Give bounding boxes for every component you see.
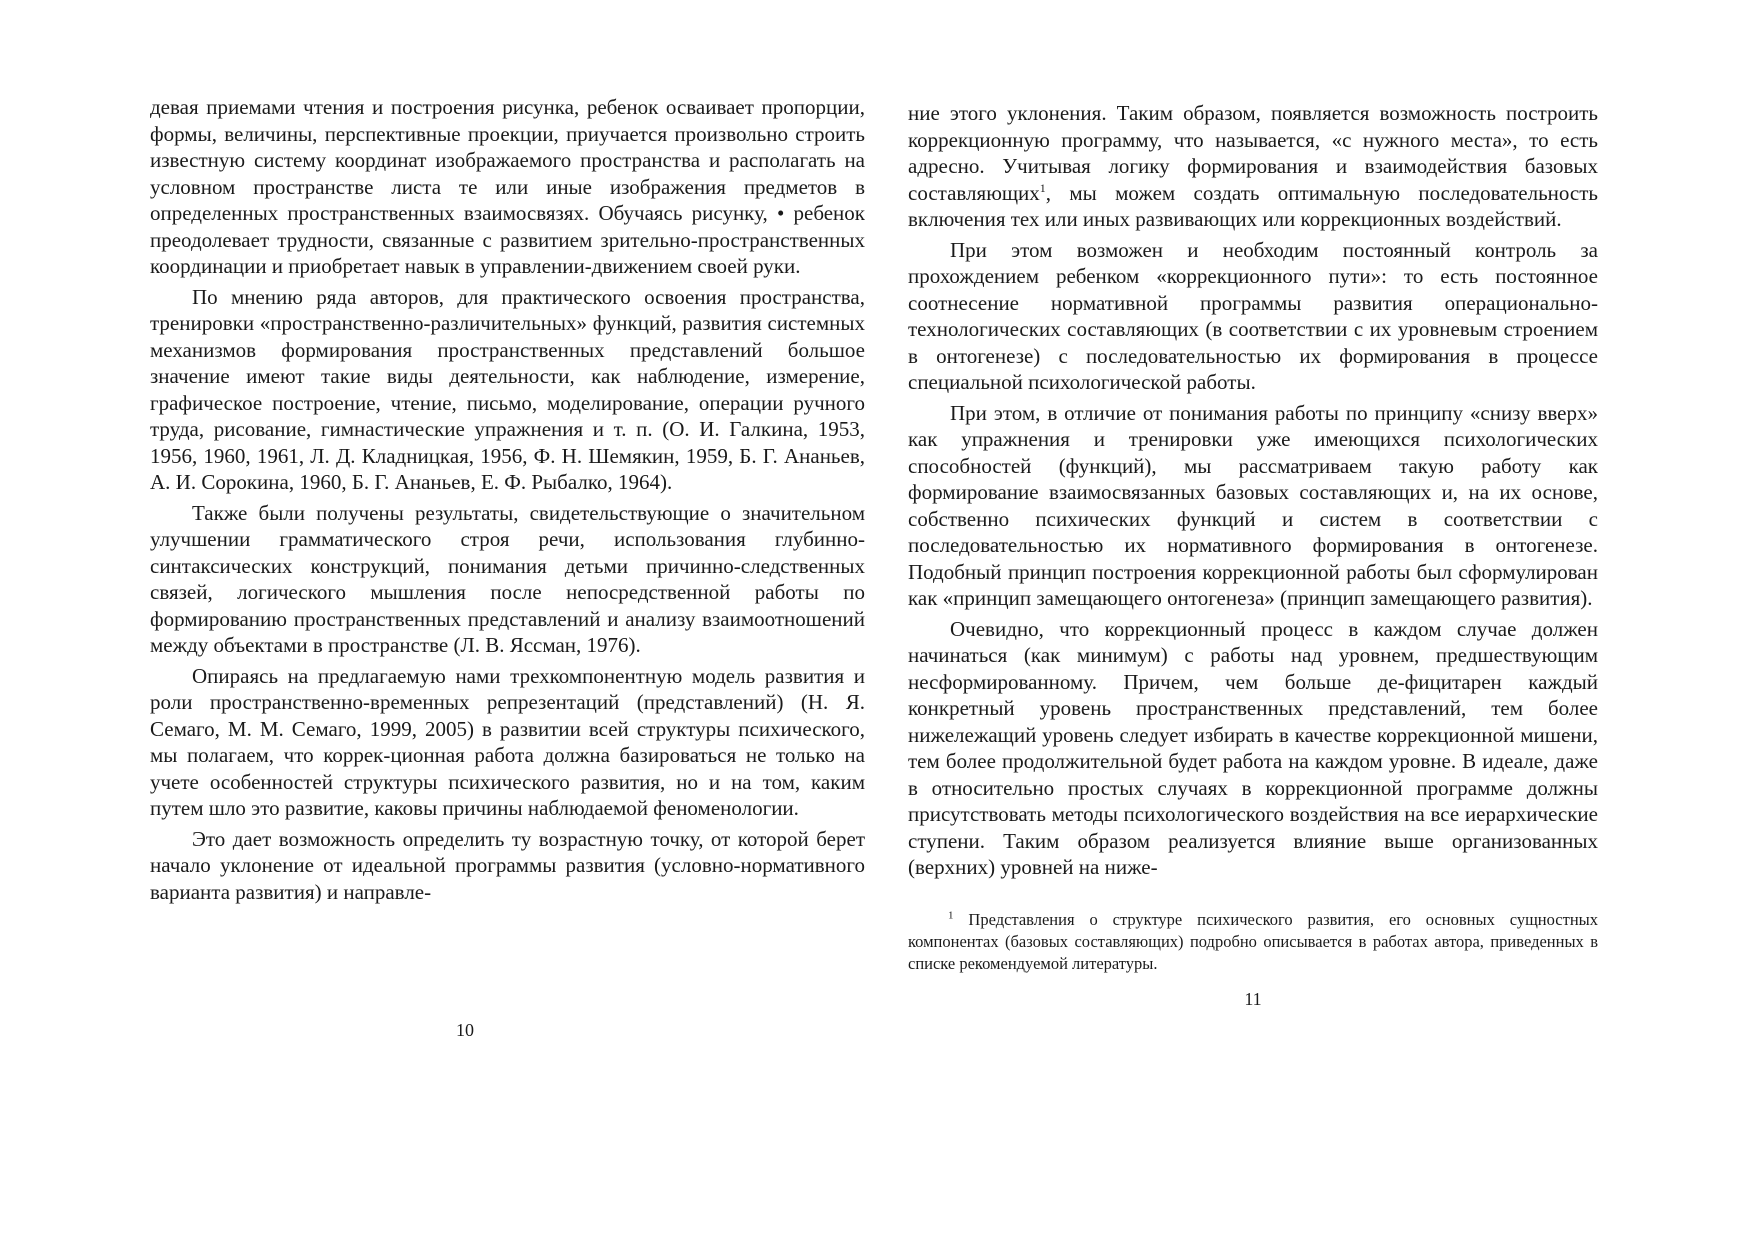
left-paragraph-3: Также были получены результаты, свидетельствующие о значительном улучшении грамматического строя речи, использования глубинно-синтаксических конструкций, понимания детьми причинно-следственных связей, логического мышления после непосредственной работы по формированию пространственных представлений и анализу взаимоотношений между объектами в пространстве (Л. В. Яссман, 1976). <box>150 500 865 657</box>
right-page <box>908 100 1598 1010</box>
footnote-reference: 1 <box>1039 180 1046 195</box>
left-paragraph-5: Это дает возможность определить ту возрастную точку, от которой берет начало уклонение от идеальной программы развития (условно-нормативного варианта развития) и направле- <box>150 826 865 904</box>
right-paragraph-1-end: , мы можем создать оптимальную последовательность включения тех или иных развивающих или коррекционных воздействий. <box>908 180 1598 231</box>
left-paragraph-2: По мнению ряда авторов, для практического освоения пространства, тренировки «пространственно-различительных» функций, развития системных механизмов формирования пространственных представлений большое значение имеют такие виды деятельности, как наблюдение, измерение, графическое построение, чтение, письмо, моделирование, операции ручного труда, рисование, гимнастические упражнения и т. п. (О. И. Галкина, 1953, 1956, 1960, 1961, Л. Д. Кладницкая, 1956, Ф. Н. Шемякин, 1959, Б. Г. Ананьев, А. И. Сорокина, 1960, Б. Г. Ананьев, Е. Ф. Рыбалко, 1964). <box>150 284 865 494</box>
right-paragraph-1 <box>908 100 1598 233</box>
left-page <box>150 94 865 1040</box>
left-page-number: 10 <box>456 1020 474 1040</box>
left-paragraph-4: Опираясь на предлагаемую нами трехкомпонентную модель развития и роли пространственно-временных репрезентаций (представлений) (Н. Я. Семаго, М. М. Семаго, 1999, 2005) в развитии всей структуры психического, мы полагаем, что коррек-ционная работа должна базироваться не только на учете особенностей структуры психического развития, но и на том, каким путем шло это развитие, каковы причины наблюдаемой феноменологии. <box>150 663 865 820</box>
right-paragraph-1-start: ние этого уклонения. Таким образом, появляется возможность построить коррекционную программу, что называется, «с нужного места», то есть адресно. Учитывая логику формирования и взаимодействия базовых составляющих <box>908 101 1598 205</box>
right-paragraph-2: При этом возможен и необходим постоянный контроль за прохождением ребенком «коррекционного пути»: то есть постоянное соотнесение нормативной программы развития операционально-технологических составляющих (в соответствии с их уровневым строением в онтогенезе) с последовательностью их формирования в процессе специальной психологической работы. <box>908 237 1598 394</box>
footnote-text: Представления о структуре психического развития, его основных сущностных компонентах (базовых составляющих) подробно описывается в работах автора, приведенных в списке рекомендуемой литературы. <box>908 909 1598 973</box>
footnote <box>908 909 1598 975</box>
footnote-mark: 1 <box>948 909 954 921</box>
left-paragraph-1: девая приемами чтения и построения рисунка, ребенок осваивает пропорции, формы, величины, перспективные проекции, приучается произвольно строить известную систему координат изображаемого пространства и располагать на условном пространстве листа те или иные изображения предметов в определенных пространственных взаимосвязях. Обучаясь рисунку, • ребенок преодолевает трудности, связанные с развитием зрительно-пространственных координации и приобретает навык в управлении-движением своей руки. <box>150 95 865 278</box>
right-paragraph-3: При этом, в отличие от понимания работы по принципу «снизу вверх» как упражнения и тренировки уже имеющихся психологических способностей (функций), мы рассматриваем такую работу как формирование взаимосвязанных базовых составляющих и, на их основе, собственно психических функций и систем в соответствии с последовательностью их нормативного формирования в онтогенезе. Подобный принцип построения коррекционной работы был сформулирован как «принцип замещающего онтогенеза» (принцип замещающего развития). <box>908 400 1598 610</box>
right-paragraph-4: Очевидно, что коррекционный процесс в каждом случае должен начинаться (как минимум) с работы над уровнем, предшествующим несформированному. Причем, чем больше де-фицитарен каждый конкретный уровень пространственных представлений, тем более нижележащий уровень следует избирать в качестве коррекционной мишени, тем более продолжительной будет работа на каждом уровне. В идеале, даже в относительно простых случаях в коррекционной программе должны присутствовать методы психологического воздействия на все иерархические ступени. Таким образом реализуется влияние выше организованных (верхних) уровней на ниже- <box>908 616 1598 879</box>
right-page-number: 11 <box>1244 988 1262 1009</box>
